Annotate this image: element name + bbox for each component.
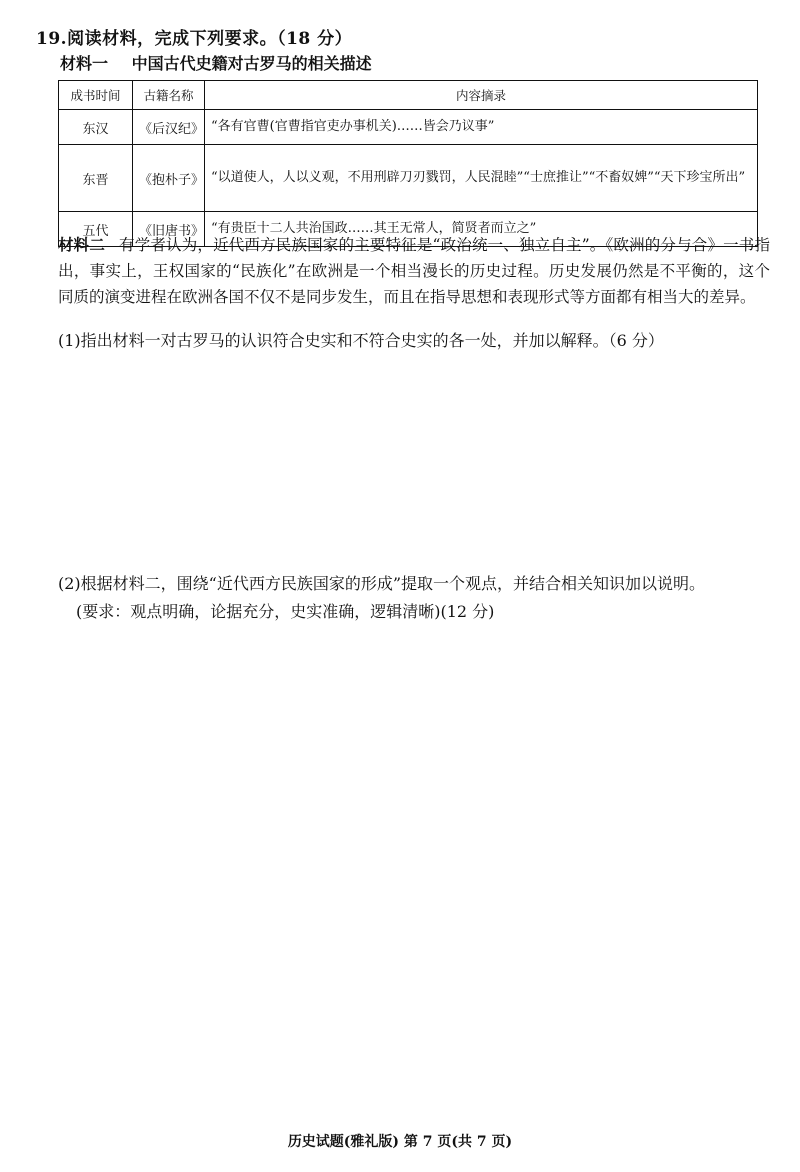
- cell-book: 《旧唐书》: [133, 212, 205, 247]
- cell-excerpt: “有贵臣十二人共治国政……其王无常人，简贤者而立之”: [205, 212, 758, 247]
- page-footer: 历史试题(雅礼版) 第 7 页(共 7 页): [287, 1134, 513, 1150]
- subquestion-1: (1)指出材料一对古罗马的认识符合史实和不符合史实的各一处，并加以解释。（6 分）: [58, 331, 664, 350]
- material2-label: 材料二: [58, 235, 106, 254]
- header-period: 成书时间: [59, 81, 133, 110]
- table-row: [59, 145, 758, 212]
- header-excerpt: 内容摘录: [205, 81, 758, 110]
- material2-paragraph: [58, 232, 770, 310]
- material1-heading: [60, 51, 372, 74]
- cell-period: 东晋: [59, 145, 133, 212]
- material2-text: 有学者认为，近代西方民族国家的主要特征是“政治统一、独立自主”。《欧洲的分与合》一书指出，事实上，王权国家的“民族化”在欧洲是一个相当漫长的历史过程。历史发展仍然是不平衡的，这个同质的演变进程在欧洲各国不仅不是同步发生，而且在指导思想和表现形式等方面都有相当大的差异。: [58, 236, 770, 306]
- cell-book: 《后汉纪》: [133, 110, 205, 145]
- material1-caption: 中国古代史籍对古罗马的相关描述: [131, 54, 372, 73]
- cell-period: 东汉: [59, 110, 133, 145]
- table-row: [59, 110, 758, 145]
- table-header-row: [59, 81, 758, 110]
- cell-book: 《抱朴子》: [133, 145, 205, 212]
- cell-period: 五代: [59, 212, 133, 247]
- subquestion-2: (2)根据材料二，围绕“近代西方民族国家的形成”提取一个观点，并结合相关知识加以说明。: [58, 574, 706, 593]
- source-table: [58, 80, 758, 247]
- subquestion-2-requirement: (要求：观点明确，论据充分，史实准确，逻辑清晰)(12 分): [76, 602, 495, 621]
- question-title: 19.阅读材料，完成下列要求。（18 分）: [36, 29, 353, 49]
- header-book: 古籍名称: [133, 81, 205, 110]
- cell-excerpt: “各有官曹(官曹指官吏办事机关)……皆会乃议事”: [205, 110, 758, 145]
- cell-excerpt: “以道使人，人以义观，不用刑辟刀刃戮罚，人民混睦”“士庶推让”“不畜奴婢”“天下珍宝所出”: [205, 145, 758, 212]
- material1-label: 材料一: [60, 54, 109, 73]
